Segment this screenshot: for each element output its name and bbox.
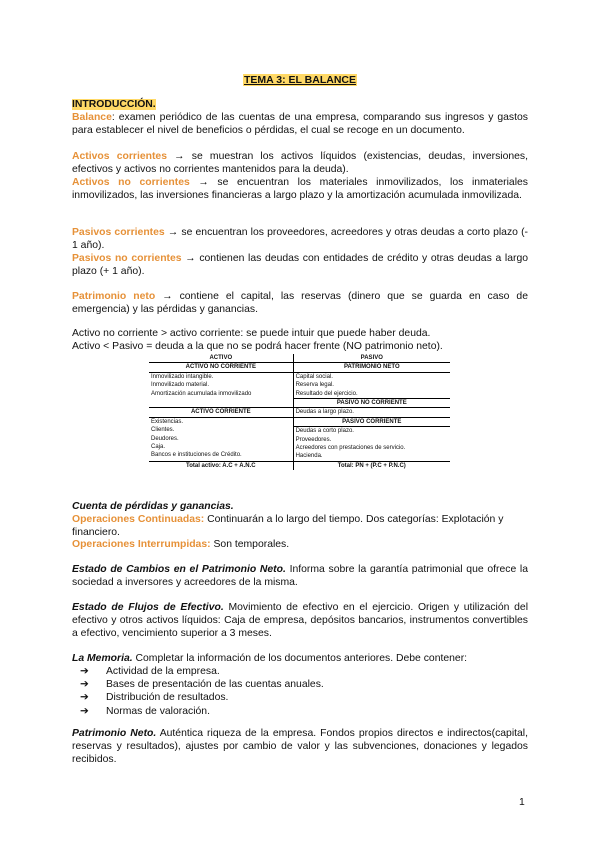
table-item: Reserva legal. xyxy=(295,382,334,389)
list-item: ➔ Actividad de la empresa. xyxy=(80,666,220,677)
memoria-paragraph: La Memoria. Completar la información de los documentos anteriores. Debe contener: xyxy=(72,653,468,664)
pasivo-nc-item: Deudas a largo plazo. xyxy=(293,408,450,417)
patrimonio-cell xyxy=(293,372,450,398)
patrimonio-header: PATRIMONIO NETO xyxy=(293,363,450,372)
activo-c-cell xyxy=(149,417,293,461)
total-pasivo: Total: PN + (P.C + P.N.C) xyxy=(293,461,450,470)
balance-table xyxy=(149,354,450,470)
activo-c-header: ACTIVO CORRIENTE xyxy=(149,408,293,417)
pasivos-corrientes-paragraph: Pasivos corrientes → se encuentran los proveedores, acreedores y otras deudas a corto plazo (- 1 año). xyxy=(72,227,528,252)
table-item: Hacienda. xyxy=(295,453,323,460)
list-item: ➔ Distribución de resultados. xyxy=(80,692,229,704)
pasivo-c-header: PASIVO CORRIENTE xyxy=(293,417,450,426)
table-item: Acreedores con prestaciones de servicio. xyxy=(295,445,406,452)
total-activo: Total activo: A.C + A.N.C xyxy=(149,461,293,470)
table-item: Deudas a corto plazo. xyxy=(295,428,354,435)
pasivo-c-cell xyxy=(293,427,450,462)
balance-paragraph: Balance: examen periódico de las cuentas de una empresa, comparando sus ingresos y gastos para establecer el nivel de beneficios o pérdidas, el cual se recoge en un documento. xyxy=(72,112,528,137)
intro-heading: INTRODUCCIÓN. xyxy=(72,99,156,110)
arrow-right-icon: ➔ xyxy=(80,705,89,717)
patrimonio-neto-paragraph: Patrimonio neto → contiene el capital, las reservas (dinero que se guarda en caso de emergencia) y las pérdidas y ganancias. xyxy=(72,291,528,316)
page-title: TEMA 3: EL BALANCE xyxy=(243,74,356,86)
operaciones-interrumpidas: Operaciones Interrumpidas: Son temporales. xyxy=(72,539,290,550)
operaciones-continuadas: Operaciones Continuadas: Continuarán a lo largo del tiempo. Dos categorías: Explotación y financiero. xyxy=(72,514,504,539)
list-item: ➔ Normas de valoración. xyxy=(80,705,210,717)
patrimonio-neto-definition: Patrimonio Neto. Auténtica riqueza de la empresa. Fondos propios directos e indirectos(capital, reservas y resultados), ajustes por cambio de valor y las subvenciones, donaciones y legados recibidos. xyxy=(72,728,528,766)
table-item: Clientes. xyxy=(151,427,175,434)
table-item: Bancos e instituciones de Crédito. xyxy=(151,452,242,459)
memoria-list xyxy=(80,665,324,718)
pasivo-header: PASIVO xyxy=(293,354,450,363)
activos-corrientes-paragraph: Activos corrientes → se muestran los activos líquidos (existencias, deudas, inversiones, efectivos y activos no corrientes mantenidos para la deuda). xyxy=(72,151,529,176)
activo-header: ACTIVO xyxy=(149,354,293,363)
list-item: ➔ Bases de presentación de las cuentas anuales. xyxy=(80,679,324,691)
activos-no-corrientes-paragraph: Activos no corrientes → se encuentran los materiales inmovilizados, los inmateriales inmovilizados, las inversiones financieras a largo plazo y la amortización acumulada inmovilizada. xyxy=(72,177,528,202)
table-item: Deudores. xyxy=(151,435,179,442)
activo-nc-header: ACTIVO NO CORRIENTE xyxy=(149,363,293,372)
table-item: Inmovilizado intangible. xyxy=(151,373,214,380)
table-item: Caja. xyxy=(151,444,166,451)
pasivo-nc-header: PASIVO NO CORRIENTE xyxy=(293,399,450,408)
arrow-right-icon: ➔ xyxy=(80,692,89,704)
arrow-right-icon: ➔ xyxy=(80,679,89,691)
arrow-right-icon: ➔ xyxy=(80,666,89,677)
estado-cambios-paragraph: Estado de Cambios en el Patrimonio Neto. Informa sobre la garantía patrimonial que ofrece la sociedad a inversores y acreedores de la misma. xyxy=(72,564,528,589)
page-number: 1 xyxy=(519,797,525,808)
cuenta-heading: Cuenta de pérdidas y ganancias. xyxy=(72,501,234,512)
table-item: Capital social. xyxy=(295,373,333,380)
table-item: Amortización acumulada inmovilizado xyxy=(151,390,252,397)
table-item: Existencias. xyxy=(151,418,184,425)
estado-flujos-paragraph: Estado de Flujos de Efectivo. Movimiento de efectivo en el ejercicio. Origen y utilización del efectivo y otros activos líquidos: Caja de empresa, depósitos bancarios, instrumentos convertibles a efectivo, vencimiento superior a 3 meses. xyxy=(72,602,529,640)
table-item: Proveedores. xyxy=(295,436,332,443)
pasivos-no-corrientes-paragraph: Pasivos no corrientes → contienen las deudas con entidades de crédito y otras deudas a largo plazo (+ 1 año). xyxy=(72,253,528,278)
comparison-line-2: Activo < Pasivo = deuda a la que no se podrá hacer frente (NO patrimonio neto). xyxy=(72,341,443,352)
activo-nc-cell xyxy=(149,372,293,398)
table-item: Inmovilizado material. xyxy=(151,382,210,389)
comparison-line-1: Activo no corriente > activo corriente: se puede intuir que puede haber deuda. xyxy=(72,328,431,339)
table-item: Resultado del ejercicio. xyxy=(295,390,358,397)
